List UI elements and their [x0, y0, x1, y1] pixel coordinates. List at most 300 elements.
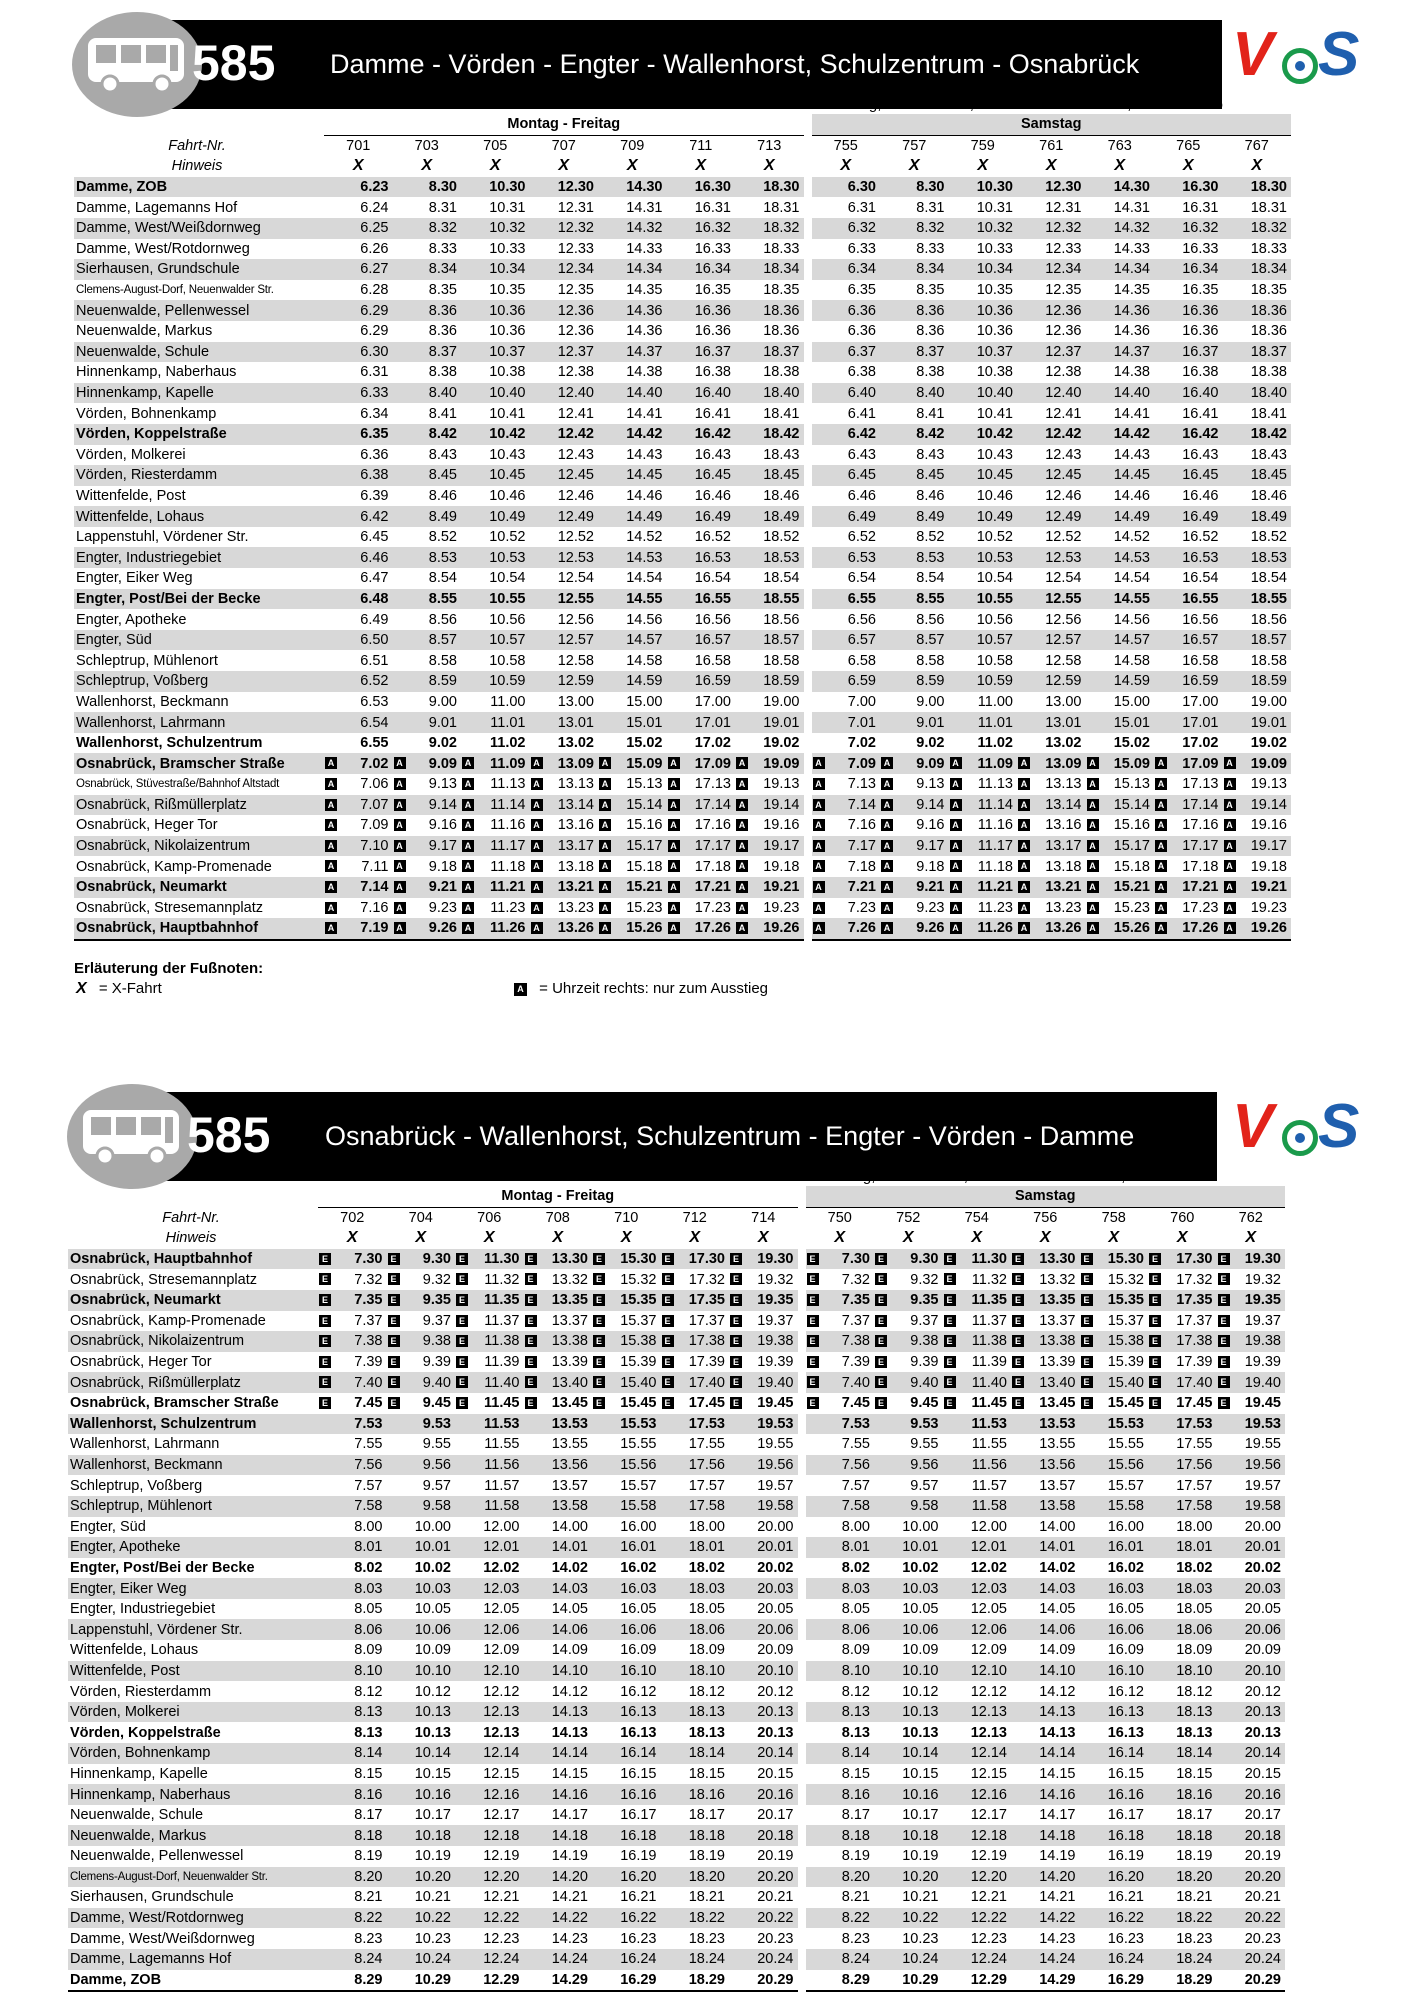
- gap-cell: [798, 1393, 806, 1414]
- hinweis-cell: [1148, 1228, 1217, 1249]
- departure-time: 9.57: [422, 1477, 451, 1494]
- departure-time: 16.18: [592, 1825, 661, 1846]
- departure-time: A 7.02: [324, 753, 393, 774]
- table-row: [74, 218, 1291, 239]
- departure-time: 14.54: [1113, 570, 1150, 587]
- departure-time: 14.20: [1011, 1867, 1080, 1888]
- departure-time: 15.58: [1080, 1496, 1149, 1517]
- hinweis-cell: [667, 156, 736, 177]
- departure-time: E 15.39: [1080, 1352, 1149, 1373]
- departure-time: E 11.38: [455, 1331, 524, 1352]
- x-mark-icon: X: [908, 157, 920, 175]
- marker-icon: E: [593, 1376, 605, 1388]
- stop-name: Engter, Industriegebiet: [70, 1601, 216, 1618]
- marker-icon: A: [813, 840, 825, 852]
- departure-time: 8.38: [428, 364, 457, 381]
- departure-time: A 7.11: [324, 856, 393, 877]
- departure-time: 10.58: [976, 652, 1013, 669]
- departure-time: 20.22: [1217, 1908, 1286, 1929]
- x-mark-icon: X: [689, 1229, 701, 1247]
- departure-time: 18.53: [735, 547, 804, 568]
- departure-time: 14.45: [1086, 465, 1155, 486]
- departure-time: 16.40: [1154, 383, 1223, 404]
- departure-time: 18.33: [763, 240, 800, 257]
- departure-time: 12.12: [483, 1683, 520, 1700]
- departure-time: 20.16: [1217, 1784, 1286, 1805]
- gap-cell: [798, 1702, 806, 1723]
- gap-cell: [804, 630, 812, 651]
- departure-time: A 19.21: [735, 877, 804, 898]
- hinweis-row: [74, 156, 1291, 177]
- departure-time: 12.57: [1017, 630, 1086, 651]
- departure-time: 18.33: [1250, 240, 1287, 257]
- marker-icon: E: [662, 1397, 674, 1409]
- table-row: [74, 321, 1291, 342]
- departure-time: 8.03: [318, 1578, 387, 1599]
- marker-icon: A: [736, 922, 748, 934]
- legend-a: [514, 980, 768, 997]
- departure-time: 8.20: [806, 1867, 875, 1888]
- departure-time: 8.22: [318, 1908, 387, 1929]
- departure-time: E 19.45: [1217, 1393, 1286, 1414]
- departure-time: E 11.30: [455, 1249, 524, 1270]
- table-row: [74, 547, 1291, 568]
- departure-time: 20.23: [757, 1930, 794, 1947]
- departure-time: A 11.17: [949, 836, 1018, 857]
- gap-cell: [804, 547, 812, 568]
- departure-time: E 13.39: [1011, 1352, 1080, 1373]
- departure-time: 20.23: [1244, 1930, 1281, 1947]
- departure-time: 12.16: [943, 1784, 1012, 1805]
- departure-time: 16.43: [694, 446, 731, 463]
- departure-time: 10.02: [414, 1559, 451, 1576]
- departure-time: 16.53: [1154, 547, 1223, 568]
- departure-time: 16.57: [1154, 630, 1223, 651]
- trip-number: 710: [592, 1207, 661, 1228]
- gap-cell: [804, 424, 812, 445]
- departure-time: 10.06: [387, 1619, 456, 1640]
- gap-cell: [798, 1970, 806, 1992]
- departure-time: 16.58: [1182, 652, 1219, 669]
- stop-name: Hinnenkamp, Kapelle: [70, 1765, 208, 1782]
- departure-time: 16.45: [1154, 465, 1223, 486]
- marker-icon: A: [1224, 902, 1236, 914]
- table-row: [68, 1249, 1285, 1270]
- departure-time: 12.43: [1045, 446, 1082, 463]
- stop-name: Engter, Apotheke: [76, 611, 187, 628]
- departure-time: E 9.40: [874, 1372, 943, 1393]
- marker-icon: A: [950, 757, 962, 769]
- departure-time: 14.54: [626, 570, 663, 587]
- departure-time: 16.38: [1182, 364, 1219, 381]
- departure-time: 18.35: [1250, 282, 1287, 299]
- table-row: [74, 877, 1291, 898]
- x-mark-icon: X: [1176, 1229, 1188, 1247]
- departure-time: 20.05: [1244, 1601, 1281, 1618]
- departure-time: 16.15: [620, 1765, 657, 1782]
- stop-name: Wittenfelde, Post: [76, 487, 186, 504]
- departure-time: E 9.45: [387, 1393, 456, 1414]
- departure-time: A 15.18: [1086, 856, 1155, 877]
- departure-time: 18.31: [1250, 199, 1287, 216]
- departure-time: A 15.21: [598, 877, 667, 898]
- departure-time: 8.13: [841, 1724, 870, 1741]
- marker-icon: A: [1155, 902, 1167, 914]
- departure-time: 16.59: [1154, 671, 1223, 692]
- marker-icon: A: [1155, 799, 1167, 811]
- departure-time: 10.41: [489, 405, 526, 422]
- trip-number: 701: [324, 135, 393, 156]
- departure-time: 8.14: [806, 1743, 875, 1764]
- departure-time: 10.32: [949, 218, 1018, 239]
- trip-number: 712: [661, 1207, 730, 1228]
- gap-cell: [798, 1434, 806, 1455]
- gap-cell: [804, 445, 812, 466]
- hinweis-cell: [880, 156, 949, 177]
- departure-time: 10.15: [902, 1765, 939, 1782]
- departure-time: 14.00: [551, 1518, 588, 1535]
- departure-time: E 17.32: [1148, 1269, 1217, 1290]
- departure-time: 20.24: [729, 1949, 798, 1970]
- departure-time: 6.38: [847, 364, 876, 381]
- table-row: [74, 671, 1291, 692]
- table-row: [68, 1311, 1285, 1332]
- departure-time: 6.51: [360, 652, 389, 669]
- departure-time: 14.09: [551, 1642, 588, 1659]
- hinweis-cell: [1223, 156, 1292, 177]
- x-mark-icon: X: [415, 1229, 427, 1247]
- departure-time: 6.37: [812, 342, 881, 363]
- departure-time: 16.15: [1107, 1765, 1144, 1782]
- departure-time: 12.18: [455, 1825, 524, 1846]
- marker-icon: E: [456, 1397, 468, 1409]
- departure-time: 8.32: [880, 218, 949, 239]
- departure-time: A 19.21: [1223, 877, 1292, 898]
- departure-time: 15.02: [626, 735, 663, 752]
- departure-time: 12.57: [530, 630, 599, 651]
- departure-time: 10.13: [874, 1702, 943, 1723]
- table-row: [74, 527, 1291, 548]
- marker-icon: A: [1155, 757, 1167, 769]
- table-row: [74, 465, 1291, 486]
- departure-time: 16.45: [667, 465, 736, 486]
- departure-time: 18.38: [763, 364, 800, 381]
- departure-time: 12.30: [530, 177, 599, 198]
- timetable-outbound: [74, 114, 1291, 941]
- marker-icon: A: [394, 778, 406, 790]
- departure-time: 14.12: [1039, 1683, 1076, 1700]
- gap-cell: [798, 1681, 806, 1702]
- departure-time: 6.46: [324, 547, 393, 568]
- departure-time: 12.56: [1045, 611, 1082, 628]
- table-row: [68, 1825, 1285, 1846]
- trip-number: 756: [1011, 1207, 1080, 1228]
- marker-icon: A: [1087, 840, 1099, 852]
- departure-time: A 11.16: [949, 815, 1018, 836]
- departure-time: 6.24: [360, 199, 389, 216]
- x-mark-icon: X: [902, 1229, 914, 1247]
- departure-time: 12.35: [557, 282, 594, 299]
- departure-time: 7.00: [847, 693, 876, 710]
- departure-time: 8.43: [916, 446, 945, 463]
- departure-time: 17.02: [1182, 735, 1219, 752]
- departure-time: 12.38: [557, 364, 594, 381]
- marker-icon: A: [394, 840, 406, 852]
- gap-cell: [798, 1743, 806, 1764]
- departure-time: 12.53: [1017, 547, 1086, 568]
- departure-time: 8.42: [880, 424, 949, 445]
- stop-name: Osnabrück, Bramscher Straße: [70, 1395, 279, 1412]
- departure-time: 20.03: [1217, 1578, 1286, 1599]
- departure-time: 12.10: [943, 1661, 1012, 1682]
- departure-time: 13.57: [1039, 1477, 1076, 1494]
- departure-time: 18.17: [688, 1807, 725, 1824]
- departure-time: 11.55: [484, 1436, 520, 1453]
- departure-time: 18.31: [763, 199, 800, 216]
- marker-icon: A: [813, 860, 825, 872]
- departure-time: A 13.09: [1017, 753, 1086, 774]
- departure-time: A 17.14: [1154, 795, 1223, 816]
- marker-icon: A: [531, 819, 543, 831]
- departure-time: 12.45: [1017, 465, 1086, 486]
- departure-time: 16.09: [620, 1642, 657, 1659]
- departure-time: 14.01: [1011, 1537, 1080, 1558]
- departure-time: 18.09: [1176, 1642, 1213, 1659]
- departure-time: 14.33: [626, 240, 663, 257]
- marker-icon: A: [1087, 922, 1099, 934]
- departure-time: 8.35: [916, 282, 945, 299]
- gap-cell: [798, 1887, 806, 1908]
- departure-time: 18.37: [1223, 342, 1292, 363]
- stop-name: Lappenstuhl, Vördener Str.: [76, 529, 249, 546]
- marker-icon: E: [319, 1294, 331, 1306]
- departure-time: 10.29: [874, 1970, 943, 1992]
- departure-time: 8.16: [318, 1784, 387, 1805]
- departure-time: A 9.17: [880, 836, 949, 857]
- departure-time: A 9.18: [393, 856, 462, 877]
- departure-time: 13.58: [524, 1496, 593, 1517]
- stop-name: Clemens-August-Dorf, Neuenwalder Str.: [68, 1867, 318, 1888]
- departure-time: E 13.38: [1011, 1331, 1080, 1352]
- departure-time: 8.46: [916, 487, 945, 504]
- marker-icon: E: [319, 1315, 331, 1327]
- departure-time: 16.10: [1080, 1661, 1149, 1682]
- departure-time: 18.23: [688, 1930, 725, 1947]
- marker-icon: E: [662, 1356, 674, 1368]
- departure-time: E 13.38: [524, 1331, 593, 1352]
- departure-time: 8.34: [393, 259, 462, 280]
- departure-time: E 9.38: [874, 1331, 943, 1352]
- departure-time: A 9.17: [393, 836, 462, 857]
- departure-time: 12.09: [970, 1642, 1007, 1659]
- departure-time: 16.17: [1107, 1807, 1144, 1824]
- departure-time: 12.01: [943, 1537, 1012, 1558]
- departure-time: 20.06: [1217, 1619, 1286, 1640]
- departure-time: 6.23: [324, 177, 393, 198]
- departure-time: 17.01: [1154, 712, 1223, 733]
- departure-time: 20.00: [757, 1518, 794, 1535]
- marker-icon: A: [950, 819, 962, 831]
- marker-icon: E: [807, 1253, 819, 1265]
- marker-icon: E: [1081, 1315, 1093, 1327]
- departure-time: A 17.14: [667, 795, 736, 816]
- departure-time: 9.56: [387, 1455, 456, 1476]
- gap-cell: [804, 259, 812, 280]
- departure-time: 8.16: [806, 1784, 875, 1805]
- departure-time: 14.31: [1113, 199, 1150, 216]
- hinweis-cell: [949, 156, 1018, 177]
- departure-time: 12.21: [483, 1889, 520, 1906]
- departure-time: A 7.09: [324, 815, 393, 836]
- departure-time: E 9.38: [387, 1331, 456, 1352]
- marker-icon: A: [736, 778, 748, 790]
- departure-time: 14.43: [1113, 446, 1150, 463]
- departure-time: 8.21: [354, 1889, 383, 1906]
- departure-time: 20.00: [1244, 1518, 1281, 1535]
- departure-time: 16.16: [1080, 1784, 1149, 1805]
- departure-time: A 11.13: [461, 774, 530, 795]
- departure-time: 18.14: [661, 1743, 730, 1764]
- departure-time: A 15.18: [598, 856, 667, 877]
- departure-time: A 15.16: [598, 815, 667, 836]
- table-row: [74, 445, 1291, 466]
- departure-time: E 13.39: [524, 1352, 593, 1373]
- marker-icon: A: [1018, 840, 1030, 852]
- marker-icon: E: [1081, 1335, 1093, 1347]
- departure-time: 17.01: [667, 712, 736, 733]
- departure-time: A 13.14: [530, 795, 599, 816]
- marker-icon: A: [599, 922, 611, 934]
- departure-time: 14.38: [626, 364, 663, 381]
- departure-time: 14.17: [551, 1807, 588, 1824]
- table-row: [74, 300, 1291, 321]
- trip-number-label: Fahrt-Nr.: [162, 1209, 220, 1226]
- departure-time: 18.36: [1223, 300, 1292, 321]
- departure-time: E 7.30: [806, 1249, 875, 1270]
- table-row: [68, 1661, 1285, 1682]
- departure-time: E 11.45: [943, 1393, 1012, 1414]
- departure-time: A 17.18: [667, 856, 736, 877]
- table-row: [68, 1846, 1285, 1867]
- departure-time: 6.36: [812, 300, 881, 321]
- departure-time: 6.26: [360, 240, 389, 257]
- marker-icon: E: [944, 1253, 956, 1265]
- departure-time: A 7.14: [324, 877, 393, 898]
- departure-time: A 11.13: [949, 774, 1018, 795]
- departure-time: 18.03: [661, 1578, 730, 1599]
- departure-time: 10.32: [461, 218, 530, 239]
- departure-time: 10.55: [949, 589, 1018, 610]
- table-row: [74, 650, 1291, 671]
- departure-time: 20.12: [757, 1683, 794, 1700]
- marker-icon: A: [668, 922, 680, 934]
- x-mark-icon: X: [626, 157, 638, 175]
- departure-time: 9.55: [422, 1436, 451, 1453]
- departure-time: A 17.17: [667, 836, 736, 857]
- departure-time: 10.30: [949, 177, 1018, 198]
- departure-time: 9.58: [874, 1496, 943, 1517]
- table-row: [68, 1970, 1285, 1992]
- x-mark-icon: X: [483, 1229, 495, 1247]
- marker-icon: E: [807, 1376, 819, 1388]
- departure-time: A 17.21: [667, 877, 736, 898]
- departure-time: A 11.18: [461, 856, 530, 877]
- marker-icon: A: [668, 860, 680, 872]
- departure-time: 20.20: [729, 1867, 798, 1888]
- departure-time: A 19.17: [1223, 836, 1292, 857]
- marker-icon: E: [456, 1253, 468, 1265]
- departure-time: 8.58: [428, 652, 457, 669]
- departure-time: 6.50: [324, 630, 393, 651]
- marker-icon: A: [881, 778, 893, 790]
- gap-cell: [804, 135, 812, 156]
- departure-time: 10.45: [461, 465, 530, 486]
- marker-icon: E: [1012, 1356, 1024, 1368]
- trip-number: 703: [393, 135, 462, 156]
- departure-time: 14.16: [1011, 1784, 1080, 1805]
- departure-time: 10.24: [874, 1949, 943, 1970]
- departure-time: A 9.16: [880, 815, 949, 836]
- stop-name: Hinnenkamp, Naberhaus: [68, 1784, 318, 1805]
- departure-time: 16.36: [1154, 300, 1223, 321]
- gap-cell: [798, 1928, 806, 1949]
- departure-time: A 11.21: [949, 877, 1018, 898]
- departure-time: 14.15: [551, 1765, 588, 1782]
- departure-time: E 11.32: [943, 1269, 1012, 1290]
- hinweis-cell: [1154, 156, 1223, 177]
- departure-time: 13.55: [551, 1436, 588, 1453]
- departure-time: 16.30: [1154, 177, 1223, 198]
- departure-time: 12.03: [455, 1578, 524, 1599]
- departure-time: E 15.32: [592, 1269, 661, 1290]
- departure-time: 14.58: [626, 652, 663, 669]
- departure-time: 10.02: [902, 1559, 939, 1576]
- marker-icon: A: [462, 757, 474, 769]
- departure-time: 14.52: [1113, 529, 1150, 546]
- departure-time: E 19.32: [729, 1269, 798, 1290]
- departure-time: 12.58: [557, 652, 594, 669]
- departure-time: 14.22: [524, 1908, 593, 1929]
- departure-time: E 17.45: [1148, 1393, 1217, 1414]
- marker-icon: A: [325, 757, 337, 769]
- departure-time: 14.34: [598, 259, 667, 280]
- departure-time: 8.29: [806, 1970, 875, 1992]
- departure-time: 16.32: [1154, 218, 1223, 239]
- departure-time: 18.16: [1148, 1784, 1217, 1805]
- marker-icon: E: [593, 1273, 605, 1285]
- stop-name: Osnabrück, Stresemannplatz: [70, 1271, 257, 1288]
- table-row: [68, 1784, 1285, 1805]
- marker-icon: E: [525, 1294, 537, 1306]
- marker-icon: E: [319, 1253, 331, 1265]
- departure-time: E 7.35: [806, 1290, 875, 1311]
- marker-icon: A: [394, 860, 406, 872]
- arrival-only-marker-icon: A: [514, 983, 527, 996]
- blank-cell: [68, 1186, 318, 1207]
- departure-time: 12.31: [557, 199, 594, 216]
- departure-time: 15.56: [1080, 1455, 1149, 1476]
- departure-time: 18.32: [1223, 218, 1292, 239]
- table-row: [74, 424, 1291, 445]
- hinweis-cell: [1011, 1228, 1080, 1249]
- departure-time: A 13.09: [530, 753, 599, 774]
- departure-time: 6.55: [360, 735, 389, 752]
- trip-number: 707: [530, 135, 599, 156]
- marker-icon: A: [736, 902, 748, 914]
- departure-time: E 7.45: [318, 1393, 387, 1414]
- departure-time: 8.15: [354, 1765, 383, 1782]
- stop-name: Clemens-August-Dorf, Neuenwalder Str.: [76, 284, 274, 297]
